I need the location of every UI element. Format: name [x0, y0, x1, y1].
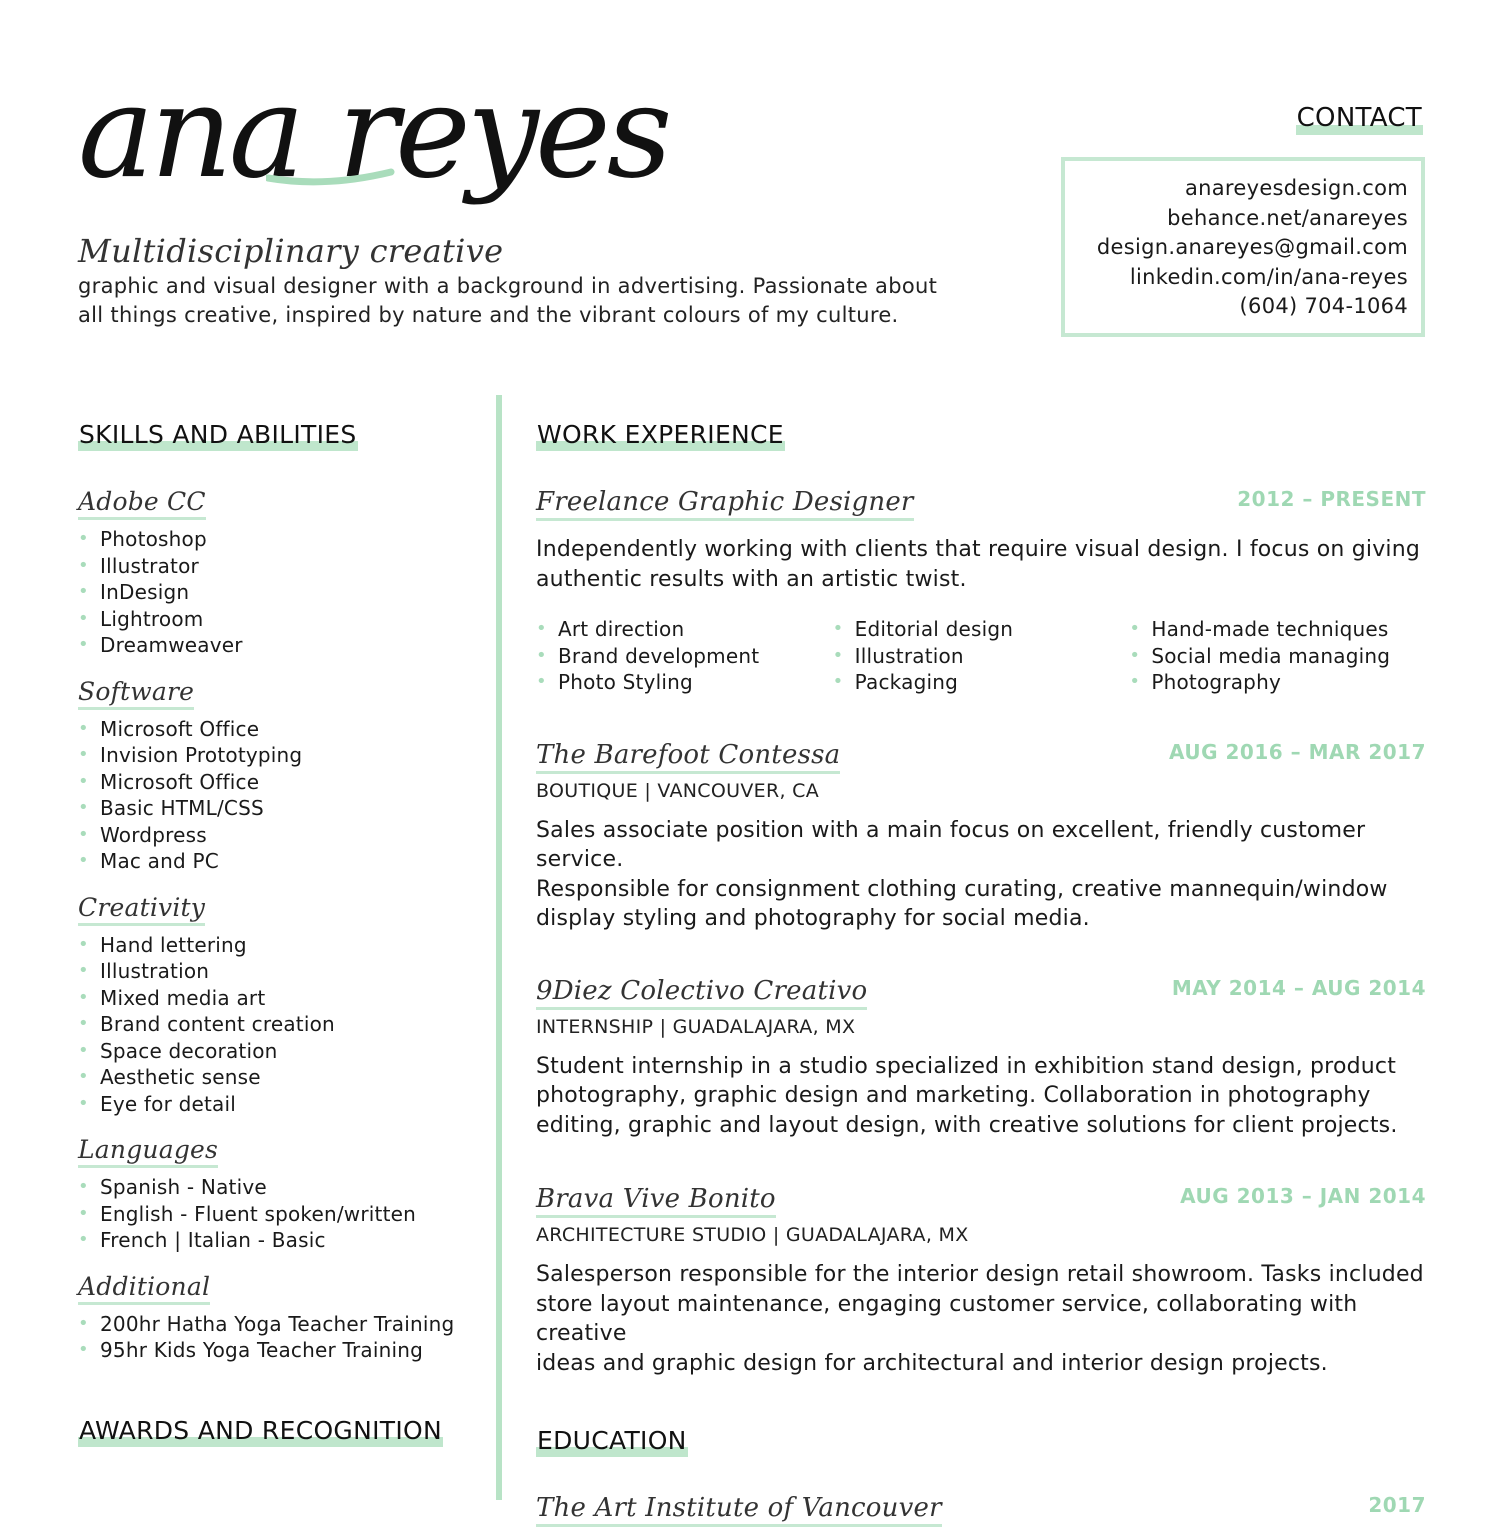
school-name: The Art Institute of Vancouver — [536, 1493, 942, 1527]
list-item: • Art direction — [536, 616, 833, 643]
list-item: • Microsoft Office — [78, 716, 488, 743]
tagline-body — [78, 272, 978, 330]
skills-heading-text: SKILLS AND ABILITIES — [79, 420, 357, 449]
job-title: Freelance Graphic Designer — [536, 487, 914, 521]
desc-line: ideas and graphic design for architectural and interior design projects. — [536, 1350, 1328, 1376]
job-brava — [536, 1184, 1426, 1378]
name-underline-swash — [266, 168, 396, 190]
desc-line: Salesperson responsible for the interior design retail showroom. Tasks included — [536, 1262, 1424, 1287]
job-title: Brava Vive Bonito — [536, 1184, 776, 1218]
category-languages-title: Languages — [78, 1135, 218, 1168]
list-item: • Mixed media art — [78, 985, 488, 1012]
job-9diez — [536, 976, 1426, 1141]
desc-line: authentic results with an artistic twist. — [536, 566, 967, 592]
awards-heading — [78, 1416, 488, 1445]
list-item: • Illustration — [78, 958, 488, 985]
education-heading — [536, 1426, 1426, 1455]
list-item: • French | Italian - Basic — [78, 1227, 488, 1254]
category-adobe-list — [78, 526, 488, 659]
list-item: • Dreamweaver — [78, 632, 488, 659]
education-year: 2017 — [1368, 1493, 1426, 1517]
list-item: • Lightroom — [78, 606, 488, 633]
desc-line: editing, graphic and layout design, with creative solutions for client projects. — [536, 1112, 1398, 1138]
list-item: • English - Fluent spoken/written — [78, 1201, 488, 1228]
category-additional-title: Additional — [78, 1272, 210, 1305]
work-heading-text: WORK EXPERIENCE — [537, 420, 784, 449]
job-description — [536, 1052, 1426, 1141]
experience-column — [536, 420, 1426, 1527]
category-software-title: Software — [78, 677, 194, 710]
job-freelance — [536, 487, 1426, 696]
desc-line: photography, graphic design and marketing. Collaboration in photography — [536, 1083, 1371, 1108]
list-item: • Packaging — [833, 669, 1130, 696]
list-item: • InDesign — [78, 579, 488, 606]
skill-column — [1129, 616, 1426, 696]
contact-email-link[interactable]: design.anareyes@gmail.com — [1096, 235, 1408, 259]
education-heading-text: EDUCATION — [537, 1426, 687, 1455]
job-date: MAY 2014 – AUG 2014 — [1171, 975, 1426, 1000]
job-subtitle: BOUTIQUE | VANCOUVER, CA — [536, 779, 819, 802]
job-description — [536, 816, 1426, 934]
desc-line: Responsible for consignment clothing curating, creative mannequin/window — [536, 876, 1388, 902]
category-creativity-list — [78, 932, 488, 1118]
list-item: • Illustration — [833, 643, 1130, 670]
list-item: • Photoshop — [78, 526, 488, 553]
contact-phone: (604) 704-1064 — [1239, 294, 1408, 318]
name-last: reyes — [337, 58, 669, 207]
job-title: 9Diez Colectivo Creativo — [536, 976, 867, 1010]
tagline-line: all things creative, inspired by nature and the vibrant colours of my culture. — [78, 303, 899, 327]
job-title: The Barefoot Contessa — [536, 740, 840, 774]
desc-line: store layout maintenance, engaging customer service, collaborating with creative — [536, 1291, 1358, 1346]
list-item: • 200hr Hatha Yoga Teacher Training — [78, 1311, 488, 1338]
list-item: • Photography — [1129, 669, 1426, 696]
name-first: ana — [78, 58, 302, 207]
desc-line: Sales associate position with a main focus on excellent, friendly customer service. — [536, 817, 1366, 872]
list-item: • Microsoft Office — [78, 769, 488, 796]
column-divider — [496, 395, 502, 1500]
tagline-line: graphic and visual designer with a background in advertising. Passionate about — [78, 274, 938, 298]
list-item: • Illustrator — [78, 553, 488, 580]
education-entry — [536, 1493, 1426, 1527]
category-adobe-title: Adobe CC — [78, 487, 206, 520]
list-item: • Basic HTML/CSS — [78, 795, 488, 822]
work-heading — [536, 420, 1426, 449]
list-item: • Social media managing — [1129, 643, 1426, 670]
category-creativity-title: Creativity — [78, 893, 205, 926]
desc-line: Independently working with clients that require visual design. I focus on giving — [536, 537, 1421, 562]
category-additional-list — [78, 1311, 488, 1364]
job-date: 2012 – PRESENT — [1237, 487, 1426, 511]
list-item: • Mac and PC — [78, 848, 488, 875]
tagline-title: Multidisciplinary creative — [78, 232, 504, 270]
contact-website-link[interactable]: anareyesdesign.com — [1184, 176, 1408, 200]
skills-column — [78, 420, 488, 1445]
list-item: • Wordpress — [78, 822, 488, 849]
list-item: • Space decoration — [78, 1038, 488, 1065]
job-date: AUG 2016 – MAR 2017 — [1169, 739, 1426, 764]
list-item: • Photo Styling — [536, 669, 833, 696]
list-item: • Spanish - Native — [78, 1174, 488, 1201]
category-languages-list — [78, 1174, 488, 1254]
category-software-list — [78, 716, 488, 875]
desc-line: display styling and photography for social media. — [536, 906, 1090, 931]
list-item: • Editorial design — [833, 616, 1130, 643]
skill-column — [536, 616, 833, 696]
list-item: • Aesthetic sense — [78, 1064, 488, 1091]
desc-line: Student internship in a studio specialized in exhibition stand design, product — [536, 1053, 1397, 1079]
list-item: • Brand development — [536, 643, 833, 670]
job-description — [536, 535, 1426, 594]
list-item: • Brand content creation — [78, 1011, 488, 1038]
contact-heading-text: CONTACT — [1296, 103, 1422, 133]
list-item: • Invision Prototyping — [78, 742, 488, 769]
job-date: AUG 2013 – JAN 2014 — [1180, 1184, 1426, 1208]
skill-column — [833, 616, 1130, 696]
job-subtitle: INTERNSHIP | GUADALAJARA, MX — [536, 1015, 856, 1038]
list-item: • Hand-made techniques — [1129, 616, 1426, 643]
contact-list — [1097, 174, 1408, 322]
awards-heading-text: AWARDS AND RECOGNITION — [79, 1415, 442, 1445]
job-subtitle: ARCHITECTURE STUDIO | GUADALAJARA, MX — [536, 1224, 969, 1246]
job-barefoot — [536, 740, 1426, 934]
list-item: • 95hr Kids Yoga Teacher Training — [78, 1337, 488, 1364]
freelance-skills-grid — [536, 610, 1426, 696]
job-description — [536, 1260, 1426, 1378]
contact-behance-link[interactable]: behance.net/anareyes — [1167, 205, 1408, 230]
contact-heading — [1296, 103, 1423, 133]
list-item: • Hand lettering — [78, 932, 488, 959]
skills-heading — [78, 420, 488, 449]
list-item: • Eye for detail — [78, 1091, 488, 1118]
contact-linkedin-link[interactable]: linkedin.com/in/ana-reyes — [1129, 264, 1408, 289]
